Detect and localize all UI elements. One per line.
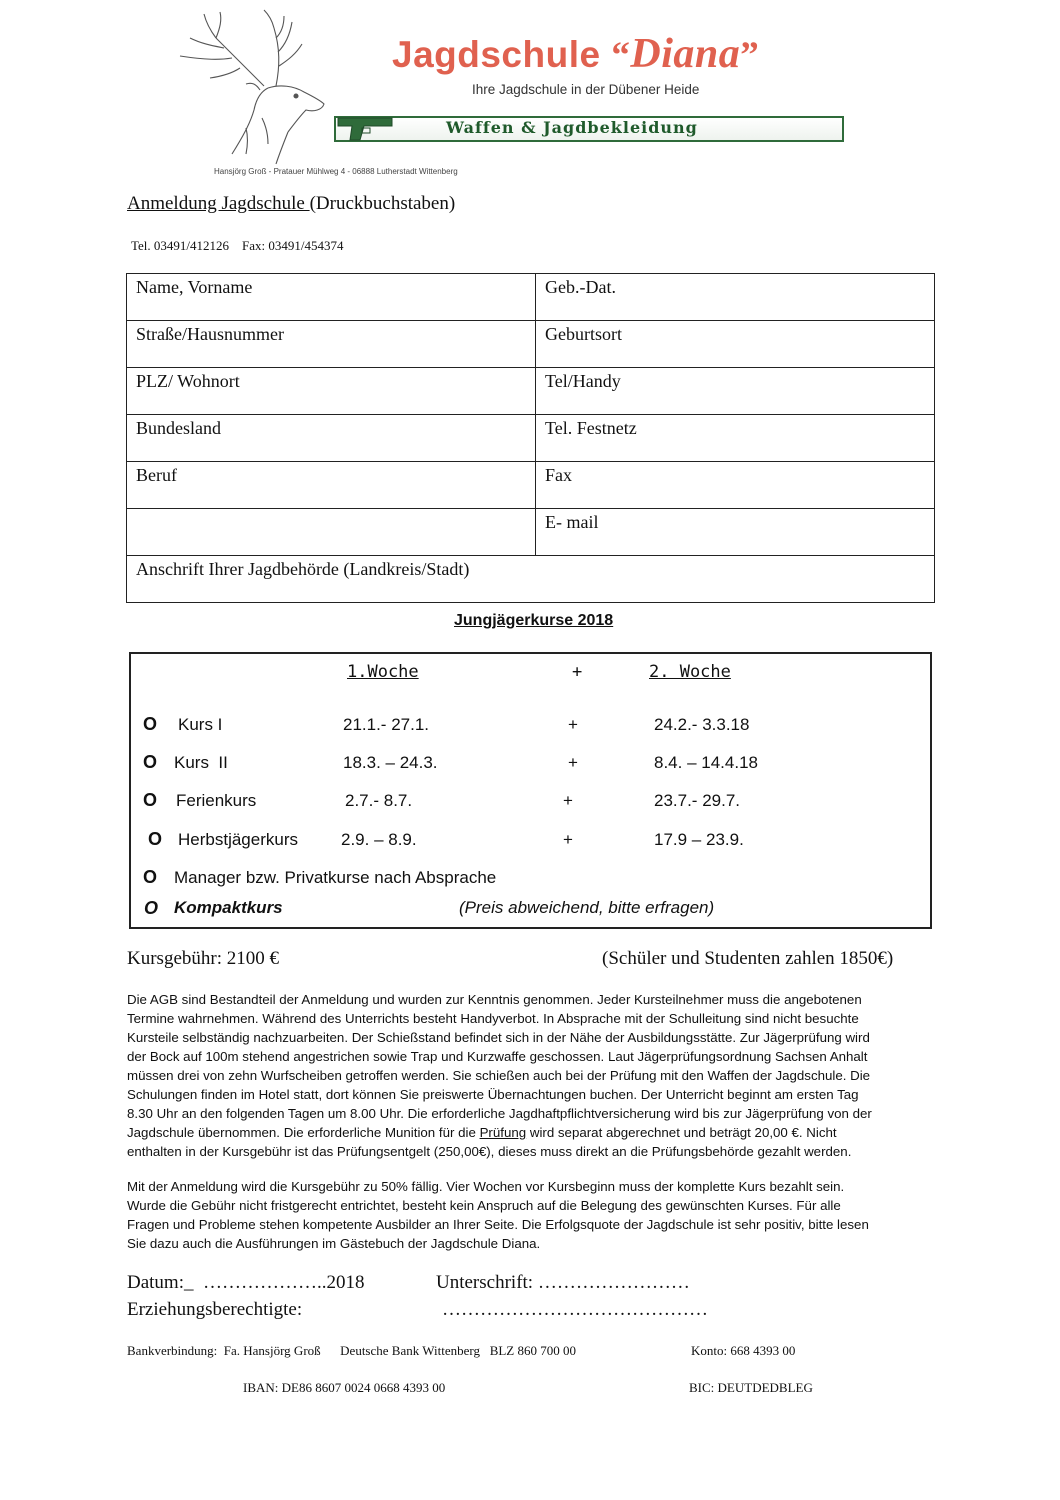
- field-name[interactable]: Name, Vorname: [127, 274, 536, 321]
- logo-text: Hansjörg GROß: [350, 110, 394, 116]
- table-row: [127, 415, 935, 462]
- field-empty[interactable]: [127, 509, 536, 556]
- header-plus: +: [572, 662, 583, 682]
- course-name: Ferienkurs: [176, 791, 257, 810]
- terms-line: Schulungen finden im Hotel statt, dort können Sie preiswerte Übernachtungen buchen. Der Unterricht beginnt am ersten Tag: [127, 1087, 859, 1102]
- terms-line: Mit der Anmeldung wird die Kursgebühr zu 50% fällig. Vier Wochen vor Kursbeginn muss der komplette Kurs bezahlt sein.: [127, 1179, 845, 1194]
- course-name: Kurs I: [178, 715, 223, 734]
- table-row: [127, 368, 935, 415]
- terms-line: Termine wahrnehmen. Während des Unterrichts besteht Handyverbot. In Absprache mit der Schulleitung sind nicht besuchte: [127, 1011, 859, 1026]
- terms-line: 8.30 Uhr an den folgenden Tagen um 8.00 Uhr. Die erforderliche Jagdhaftpflichtversicherung wird bis zur Jägerprüfung von der: [127, 1106, 872, 1121]
- brand-diana: Diana: [630, 31, 741, 77]
- field-fax[interactable]: Fax: [536, 462, 935, 509]
- field-landline[interactable]: Tel. Festnetz: [536, 415, 935, 462]
- bank-account: Konto: 668 4393 00: [691, 1343, 796, 1358]
- course-plus: +: [568, 715, 578, 734]
- course-week1: 21.1.- 27.1.: [343, 715, 430, 734]
- courses-title: Jungjägerkurse 2018: [454, 612, 614, 629]
- tagline: Ihre Jagdschule in der Dübener Heide: [472, 82, 700, 97]
- guardian-signature-line[interactable]: ……………………………………: [442, 1299, 708, 1320]
- table-row: [127, 509, 935, 556]
- brand-open-quote: “: [611, 35, 631, 76]
- table-row: [127, 321, 935, 368]
- terms-paragraph-2: [127, 1177, 927, 1253]
- course-week2: 8.4. – 14.4.18: [654, 753, 758, 772]
- field-street[interactable]: Straße/Hausnummer: [127, 321, 536, 368]
- terms-line: Fragen und Probleme stehen kompetente Ausbilder an Ihrer Seite. Die Erfolgsquote der Jagdschule ist sehr positiv, bitte lesen: [127, 1217, 869, 1232]
- course-plus: +: [563, 830, 573, 849]
- pruefung-link[interactable]: Prüfung: [479, 1125, 527, 1140]
- course-week1: 2.9. – 8.9.: [341, 830, 417, 849]
- banner-text: Waffen & Jagdbekleidung: [446, 118, 698, 137]
- field-mobile[interactable]: Tel/Handy: [536, 368, 935, 415]
- stag-logo-icon: [176, 8, 336, 168]
- terms-line: Sie dazu auch die Ausführungen im Gästebuch der Jagdschule Diana.: [127, 1236, 541, 1251]
- course-week2: 23.7.- 29.7.: [654, 791, 741, 810]
- course-name: Kurs II: [174, 753, 228, 772]
- terms-line: [127, 1123, 927, 1142]
- terms-line: Die AGB sind Bestandteil der Anmeldung und wurden zur Kenntnis genommen. Jeder Kursteilnehmer muss die angebotenen: [127, 992, 862, 1007]
- signature-field[interactable]: Unterschrift: ……………………: [436, 1272, 690, 1293]
- option-herbstjaegerkurs[interactable]: O: [148, 829, 163, 849]
- student-fee: (Schüler und Studenten zahlen 1850€): [602, 948, 894, 969]
- contact-line: Tel. 03491/412126 Fax: 03491/454374: [131, 238, 344, 253]
- bank-bic: BIC: DEUTDEDBLEG: [689, 1380, 813, 1395]
- table-row: [127, 462, 935, 509]
- bank-details: Bankverbindung: Fa. Hansjörg Groß Deutsche Bank Wittenberg BLZ 860 700 00: [127, 1343, 577, 1358]
- date-field[interactable]: Datum:_ ………………..2018: [127, 1272, 365, 1293]
- form-title: [127, 193, 455, 215]
- field-occupation[interactable]: Beruf: [127, 462, 536, 509]
- option-kurs-2[interactable]: O: [143, 752, 158, 772]
- course-name: Herbstjägerkurs: [178, 830, 298, 849]
- address-line: Hansjörg Groß - Pratauer Mühlweg 4 - 06888 Lutherstadt Wittenberg: [214, 167, 458, 176]
- terms-line-8a: Jagdschule übernommen. Die erforderliche Munition für die: [127, 1125, 480, 1140]
- course-plus: +: [568, 753, 578, 772]
- table-row: [127, 274, 935, 321]
- guardian-label: Erziehungsberechtigte:: [127, 1299, 303, 1320]
- course-plus: +: [563, 791, 573, 810]
- week2-header: 2. Woche: [649, 662, 731, 682]
- field-birthdate[interactable]: Geb.-Dat.: [536, 274, 935, 321]
- week1-header: 1.Woche: [347, 662, 419, 682]
- field-state[interactable]: Bundesland: [127, 415, 536, 462]
- field-email[interactable]: E- mail: [536, 509, 935, 556]
- terms-paragraph-1: [127, 990, 927, 1161]
- form-title-note: (Druckbuchstaben): [309, 193, 456, 214]
- terms-line: müssen drei von zehn Wurfscheiben getroffen werden. Sie schießen auch bei der Prüfung mit den Waffen der Jagdschule. Die: [127, 1068, 871, 1083]
- kompakt-note: (Preis abweichend, bitte erfragen): [459, 898, 715, 917]
- form-title-text: Anmeldung Jagdschule: [127, 193, 310, 214]
- bank-iban: IBAN: DE86 8607 0024 0668 4393 00: [243, 1380, 446, 1395]
- terms-line-8b: wird separat abgerechnet und beträgt 20,00 €. Nicht: [526, 1125, 837, 1140]
- kompakt-course: Kompaktkurs: [174, 898, 283, 917]
- option-manager[interactable]: O: [143, 867, 158, 887]
- brand-title: [392, 30, 759, 78]
- course-week1: 18.3. – 24.3.: [343, 753, 438, 772]
- pistol-icon: [334, 112, 398, 144]
- registration-table: [126, 273, 935, 603]
- terms-line: enthalten in der Kursgebühr ist das Prüfungsentgelt (250,00€), dieses muss direkt an die Prüfungsbehörde gezahlt werden.: [127, 1144, 852, 1159]
- field-hunting-authority[interactable]: Anschrift Ihrer Jagdbehörde (Landkreis/Stadt): [127, 556, 935, 603]
- option-kurs-1[interactable]: O: [143, 714, 158, 734]
- brand-name: Jagdschule: [392, 34, 601, 75]
- terms-line: Wurde die Gebühr nicht fristgerecht entrichtet, besteht kein Anspruch auf die Belegung des gewünschten Kurses. Für alle: [127, 1198, 841, 1213]
- course-week2: 24.2.- 3.3.18: [654, 715, 750, 734]
- option-kompakt[interactable]: O: [144, 898, 159, 918]
- option-ferienkurs[interactable]: O: [143, 790, 158, 810]
- course-week1: 2.7.- 8.7.: [345, 791, 413, 810]
- field-birthplace[interactable]: Geburtsort: [536, 321, 935, 368]
- table-row: [127, 556, 935, 603]
- course-fee: Kursgebühr: 2100 €: [127, 948, 279, 969]
- terms-line: der Bock auf 100m stehend angestrichen sowie Trap und Kurzwaffe geschossen. Laut Jägerprüfungsordnung Sachsen Anhalt: [127, 1049, 868, 1064]
- terms-line: Kursteile selbständig nachzuarbeiten. Der Schießstand befindet sich in der Nähe der Ausbildungsstätte. Zur Jägerprüfung wird: [127, 1030, 870, 1045]
- field-zip-city[interactable]: PLZ/ Wohnort: [127, 368, 536, 415]
- brand-close-quote: ”: [740, 35, 760, 76]
- course-week2: 17.9 – 23.9.: [654, 830, 744, 849]
- manager-course: Manager bzw. Privatkurse nach Absprache: [174, 868, 497, 887]
